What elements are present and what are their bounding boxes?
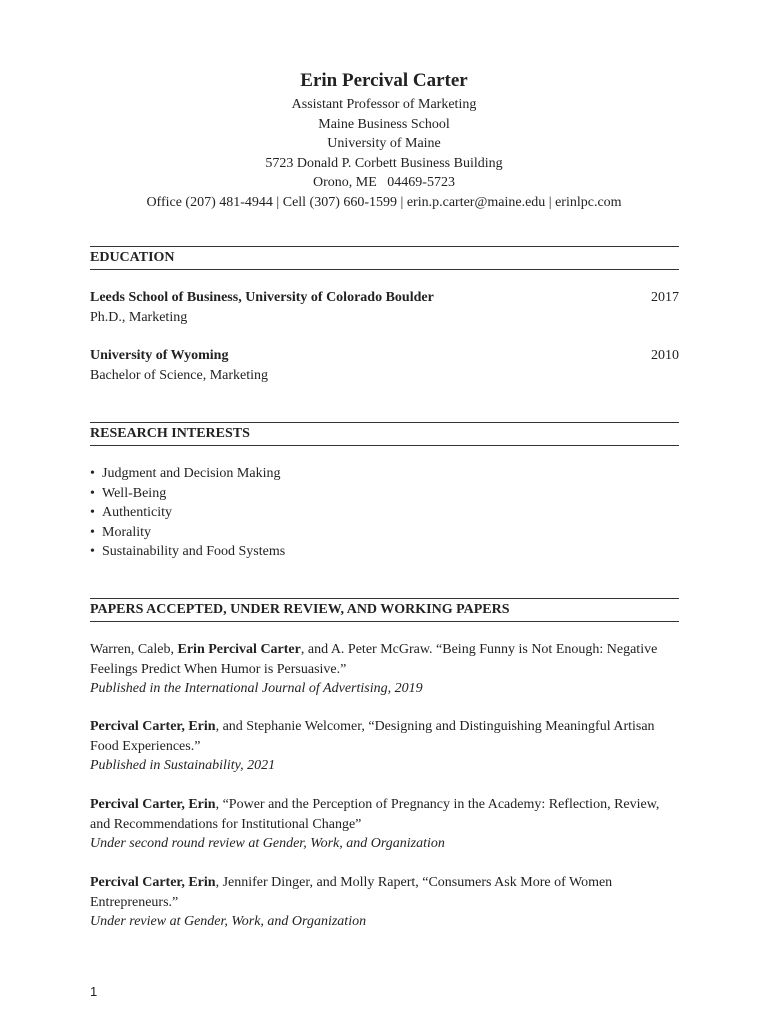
papers-heading: PAPERS ACCEPTED, UNDER REVIEW, AND WORKING PAPERS	[90, 598, 679, 622]
paper-citation: Warren, Caleb, Erin Percival Carter, and A. Peter McGraw. “Being Funny is Not Enough: Negative Feelings Predict When Humor is Persuasive.”	[90, 642, 658, 677]
bullet: •	[90, 485, 95, 501]
author-address: 5723 Donald P. Corbett Business Building	[265, 155, 503, 171]
author-city: Orono, ME 04469-5723	[313, 175, 455, 191]
education-year: 2017	[651, 290, 679, 305]
list-item: • Morality	[90, 523, 679, 543]
education-degree: Ph.D., Marketing	[90, 310, 188, 325]
paper-status: Under review at Gender, Work, and Organization	[90, 914, 367, 929]
paper-citation: Percival Carter, Erin, Jennifer Dinger, and Molly Rapert, “Consumers Ask More of Women Entrepreneurs.”	[90, 875, 613, 910]
author-school: Maine Business School	[318, 116, 450, 132]
paper-citation: Percival Carter, Erin, and Stephanie Welcomer, “Designing and Distinguishing Meaningful Artisan Food Experiences.”	[90, 719, 655, 754]
list-item: • Sustainability and Food Systems	[90, 542, 679, 562]
page-number: 1	[90, 984, 98, 999]
author-contact: Office (207) 481-4944 | Cell (307) 660-1599 | erin.p.carter@maine.edu | erinlpc.com	[146, 194, 622, 210]
research-list	[90, 464, 679, 562]
education-school: University of Wyoming	[90, 348, 229, 363]
list-item: • Judgment and Decision Making	[90, 464, 679, 484]
paper-citation: Percival Carter, Erin, “Power and the Perception of Pregnancy in the Academy: Reflection, Review, and Recommendations for Institutional Change”	[90, 797, 660, 832]
education-entry-1	[90, 288, 679, 328]
paper-status: Published in Sustainability, 2021	[90, 758, 276, 773]
education-year: 2010	[651, 348, 679, 363]
author-title: Assistant Professor of Marketing	[291, 97, 477, 112]
paper-entry-1	[90, 640, 679, 699]
author-university: University of Maine	[327, 136, 441, 152]
bullet: •	[90, 544, 95, 559]
paper-entry-4	[90, 873, 679, 932]
education-degree: Bachelor of Science, Marketing	[90, 368, 269, 383]
list-item: • Well-Being	[90, 484, 679, 504]
author-name: Erin Percival Carter	[300, 70, 468, 91]
paper-entry-2	[90, 717, 679, 776]
paper-status: Under second round review at Gender, Work, and Organization	[90, 836, 445, 851]
list-item: • Authenticity	[90, 503, 679, 523]
education-entry-2	[90, 346, 679, 386]
paper-entry-3	[90, 795, 679, 854]
education-school: Leeds School of Business, University of Colorado Boulder	[90, 290, 434, 305]
research-heading: RESEARCH INTERESTS	[90, 422, 679, 446]
education-heading: EDUCATION	[90, 246, 679, 270]
bullet: •	[90, 524, 95, 540]
paper-status: Published in the International Journal of Advertising, 2019	[90, 681, 423, 696]
bullet: •	[90, 466, 95, 481]
cv-header	[0, 67, 768, 213]
bullet: •	[90, 505, 95, 520]
